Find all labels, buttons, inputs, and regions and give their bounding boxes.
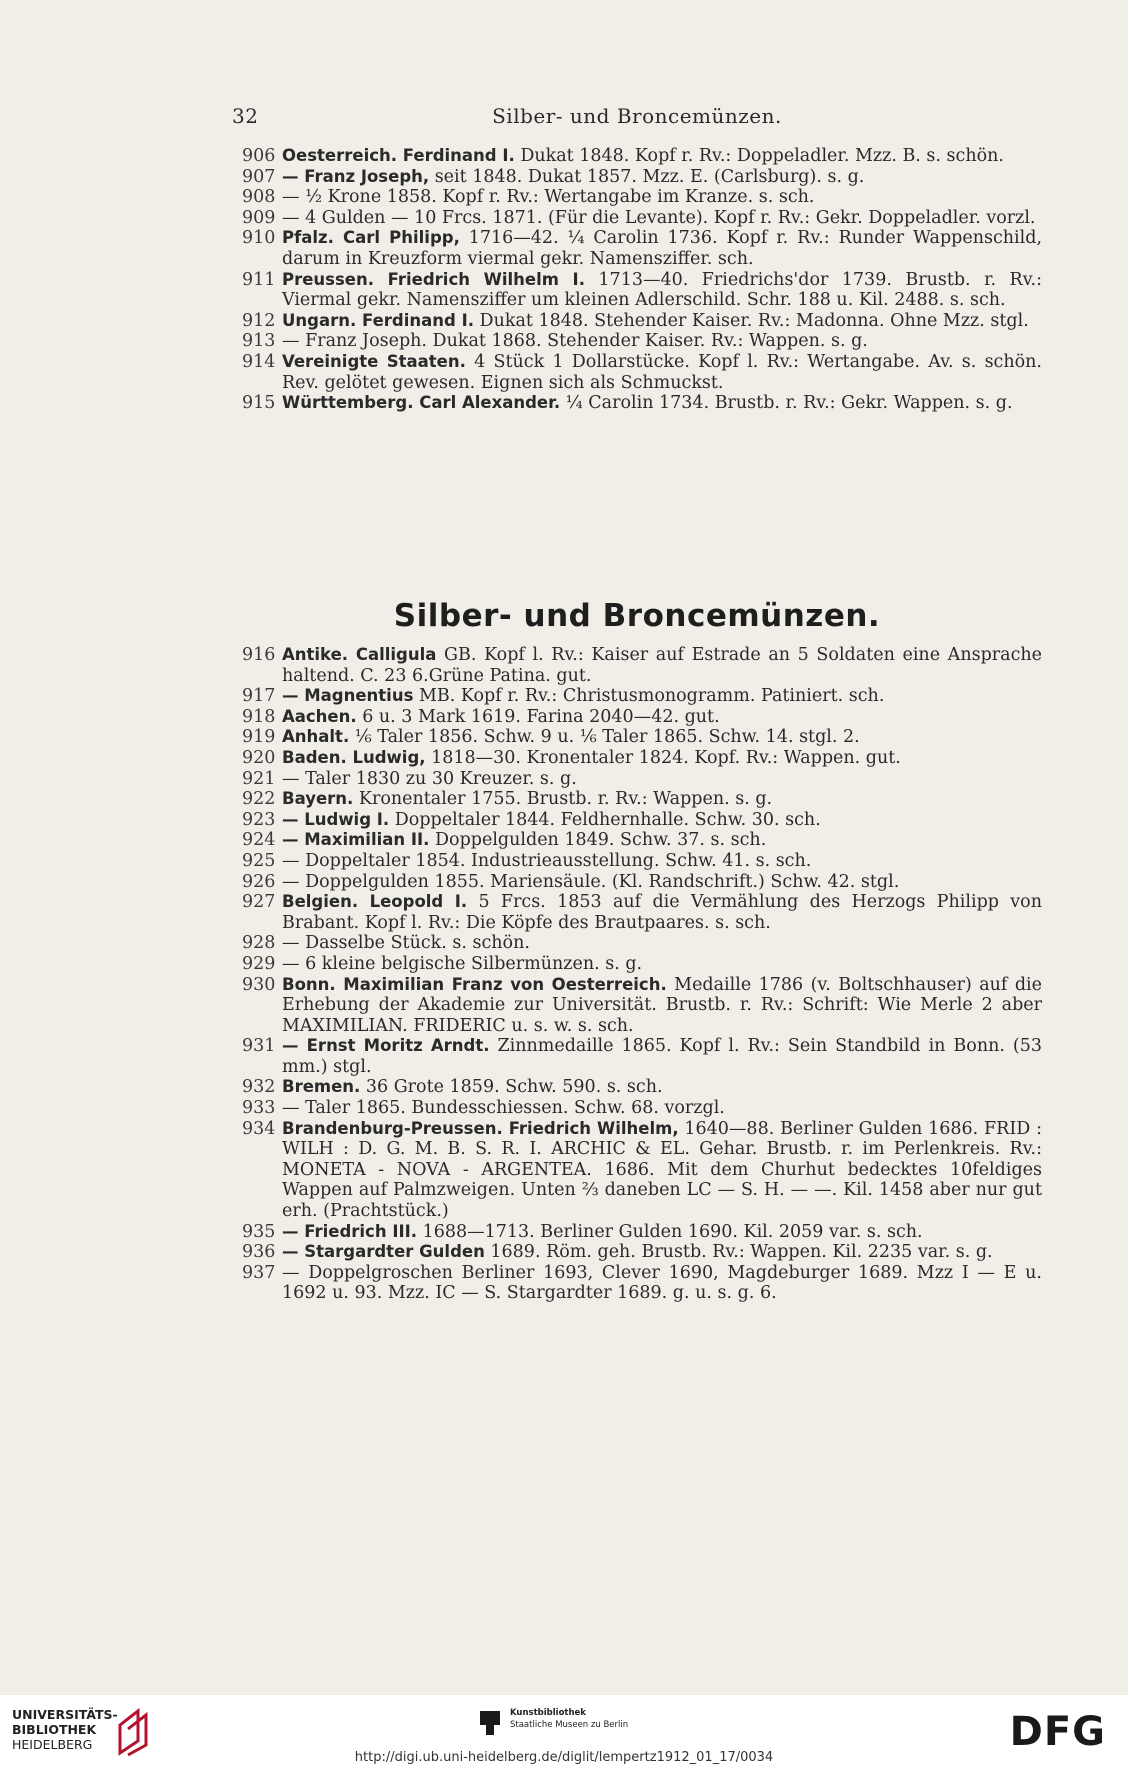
section-heading: Silber- und Broncemünzen.: [393, 598, 881, 634]
entry-number: 932: [242, 1077, 276, 1098]
entry-number: 936: [242, 1242, 276, 1263]
entry-number: 930: [242, 974, 276, 995]
entry-number: 913: [242, 331, 276, 352]
catalog-entry: [242, 707, 1042, 728]
entry-heading: — Friedrich III.: [282, 1221, 418, 1241]
entry-description: — 4 Gulden — 10 Frcs. 1871. (Für die Levante). Kopf r. Rv.: Gekr. Doppeladler. vorzl.: [282, 207, 1036, 228]
entry-heading: Oesterreich. Ferdinand I.: [282, 146, 515, 165]
catalog-entry: [242, 1242, 1042, 1263]
uni-logo-line1: UNIVERSITÄTS-: [12, 1707, 118, 1722]
catalog-entry: [242, 1263, 1042, 1304]
catalog-entry: [242, 393, 1042, 414]
entry-number: 915: [242, 393, 276, 414]
catalog-entry: [242, 1077, 1042, 1098]
entry-description: seit 1848. Dukat 1857. Mzz. E. (Carlsburg). s. g.: [429, 166, 865, 187]
entry-description: Kronentaler 1755. Brustb. r. Rv.: Wappen. s. g.: [353, 789, 773, 810]
entry-heading: Brandenburg-Preussen. Friedrich Wilhelm,: [282, 1118, 679, 1138]
catalog-entry: [242, 208, 1042, 229]
entry-heading: Antike. Calligula: [282, 645, 437, 664]
entry-description: — 6 kleine belgische Silbermünzen. s. g.: [282, 953, 643, 974]
entry-heading: Baden. Ludwig,: [282, 747, 426, 767]
catalog-entry: [242, 748, 1042, 769]
entry-heading: Bremen.: [282, 1077, 361, 1097]
catalog-entry: [242, 228, 1042, 269]
catalog-entry: [242, 1098, 1042, 1119]
entry-number: 920: [242, 747, 276, 768]
entry-heading: — Ernst Moritz Arndt.: [282, 1036, 490, 1056]
entry-number: 916: [242, 645, 276, 665]
entries-gold-coins: [242, 146, 1042, 414]
page-header: [232, 104, 1042, 134]
catalog-entry: [242, 645, 1042, 686]
entry-number: 906: [242, 146, 276, 166]
entry-number: 924: [242, 830, 276, 851]
catalog-entry: [242, 789, 1042, 810]
entry-number: 907: [242, 166, 276, 187]
catalog-entry: [242, 187, 1042, 208]
entry-description: 5 Frcs. 1853 auf die Vermählung des Herzogs Philipp von Brabant. Kopf l. Rv.: Die Köpfe des Brautpaares. s. sch.: [282, 892, 1042, 933]
catalog-entry: [242, 933, 1042, 954]
entry-description: Medaille 1786 (v. Boltschhauser) auf die Erhebung der Akademie zur Universität. Brustb. r. Rv.: Schrift: Wie Merle 2 aber MAXIMILIAN. FRIDERIC u. s. w. s. sch.: [282, 974, 1042, 1036]
entry-number: 914: [242, 351, 276, 372]
entry-number: 909: [242, 207, 276, 228]
entry-heading: Württemberg. Carl Alexander.: [282, 393, 561, 413]
kunstbibliothek-mark-icon: [478, 1709, 502, 1737]
entry-description: — ½ Krone 1858. Kopf r. Rv.: Wertangabe im Kranze. s. sch.: [282, 187, 815, 208]
entry-number: 921: [242, 768, 276, 789]
entry-description: 1716—42. ¼ Carolin 1736. Kopf r. Rv.: Runder Wappenschild, darum in Kreuzform viermal gekr. Namensziffer. sch.: [282, 228, 1043, 269]
catalog-entry: [242, 686, 1042, 707]
entry-heading: Belgien. Leopold I.: [282, 892, 468, 912]
entry-description: — Franz Joseph. Dukat 1868. Stehender Kaiser. Rv.: Wappen. s. g.: [282, 331, 868, 352]
entry-number: 910: [242, 228, 276, 249]
uni-logo-line3: HEIDELBERG: [12, 1737, 93, 1752]
entry-number: 912: [242, 310, 276, 331]
entry-description: ⅙ Taler 1856. Schw. 9 u. ⅙ Taler 1865. Schw. 14. stgl. 2.: [349, 727, 860, 748]
entry-number: 922: [242, 789, 276, 810]
entry-number: 919: [242, 727, 276, 748]
entry-number: 937: [242, 1262, 276, 1283]
entry-description: Dukat 1848. Kopf r. Rv.: Doppeladler. Mzz. B. s. schön.: [514, 146, 1004, 166]
uni-logo-line2: BIBLIOTHEK: [12, 1722, 97, 1737]
entry-number: 908: [242, 187, 276, 208]
entry-number: 923: [242, 809, 276, 830]
dfg-logo[interactable]: DFG: [1009, 1709, 1106, 1755]
entry-description: — Taler 1865. Bundesschiessen. Schw. 68. vorzgl.: [282, 1098, 725, 1119]
entry-description: — Taler 1830 zu 30 Kreuzer. s. g.: [282, 768, 577, 789]
kb-logo-line2: Staatliche Museen zu Berlin: [510, 1720, 629, 1730]
catalog-entry: [242, 851, 1042, 872]
entries-silver-bronze-coins: [242, 645, 1042, 1304]
catalog-entry: [242, 892, 1042, 933]
entry-heading: — Magnentius: [282, 686, 414, 706]
entry-heading: Anhalt.: [282, 727, 350, 747]
entry-heading: — Stargardter Gulden: [282, 1242, 485, 1262]
entry-description: — Dasselbe Stück. s. schön.: [282, 933, 530, 954]
entry-description: 36 Grote 1859. Schw. 590. s. sch.: [360, 1077, 663, 1098]
entry-description: Zinnmedaille 1865. Kopf l. Rv.: Sein Standbild in Bonn. (53 mm.) stgl.: [282, 1036, 1042, 1077]
catalog-entry: [242, 975, 1042, 1037]
viewer-footer: [0, 1695, 1128, 1769]
catalog-entry: [242, 167, 1042, 188]
entry-description: 1713—40. Friedrichs'dor 1739. Brustb. r. Rv.: Viermal gekr. Namensziffer um kleinen Adlerschild. Schr. 188 u. Kil. 2488. s. sch.: [282, 269, 1042, 311]
entry-number: 925: [242, 850, 276, 871]
catalog-entry: [242, 331, 1042, 352]
catalog-entry: [242, 872, 1042, 893]
page-number: 32: [232, 104, 259, 128]
catalog-entry: [242, 311, 1042, 332]
catalog-entry: [242, 1119, 1042, 1222]
entry-description: ¼ Carolin 1734. Brustb. r. Rv.: Gekr. Wappen. s. g.: [560, 393, 1013, 414]
entry-description: 1688—1713. Berliner Gulden 1690. Kil. 2059 var. s. sch.: [417, 1221, 923, 1242]
catalog-entry: [242, 727, 1042, 748]
catalog-entry: [242, 1222, 1042, 1243]
entry-description: 1689. Röm. geh. Brustb. Rv.: Wappen. Kil. 2235 var. s. g.: [484, 1242, 993, 1263]
entry-heading: Bonn. Maximilian Franz von Oesterreich.: [282, 974, 667, 994]
entry-number: 935: [242, 1221, 276, 1242]
entry-heading: — Maximilian II.: [282, 830, 430, 850]
entry-description: 4 Stück 1 Dollarstücke. Kopf l. Rv.: Wertangabe. Av. s. schön. Rev. gelötet gewesen. Eignen sich als Schmuckst.: [282, 351, 1042, 393]
catalog-entry: [242, 352, 1042, 393]
entry-number: 929: [242, 953, 276, 974]
entry-number: 931: [242, 1036, 276, 1057]
entry-heading: Pfalz. Carl Philipp,: [282, 228, 460, 248]
entry-description: Doppelgulden 1849. Schw. 37. s. sch.: [429, 830, 767, 851]
running-title: Silber- und Broncemünzen.: [492, 104, 782, 128]
entry-description: Dukat 1848. Stehender Kaiser. Rv.: Madonna. Ohne Mzz. stgl.: [473, 310, 1029, 331]
source-url-link[interactable]: http://digi.ub.uni-heidelberg.de/diglit/lempertz1912_01_17/0034: [354, 1750, 774, 1765]
entry-number: 918: [242, 706, 276, 727]
catalog-entry: [242, 769, 1042, 790]
kb-logo-line1: Kunstbibliothek: [510, 1708, 586, 1718]
catalog-entry: [242, 830, 1042, 851]
entry-description: 6 u. 3 Mark 1619. Farina 2040—42. gut.: [356, 706, 720, 727]
catalog-entry: [242, 1036, 1042, 1077]
entry-number: 911: [242, 269, 276, 290]
entry-heading: Vereinigte Staaten.: [282, 351, 466, 371]
catalog-entry: [242, 270, 1042, 311]
entry-description: MB. Kopf r. Rv.: Christusmonogramm. Patiniert. sch.: [413, 686, 885, 707]
entry-number: 928: [242, 933, 276, 954]
entry-heading: Aachen.: [282, 706, 357, 726]
entry-number: 917: [242, 686, 276, 707]
entry-description: 1818—30. Kronentaler 1824. Kopf. Rv.: Wappen. gut.: [425, 747, 901, 768]
entry-description: — Doppelgroschen Berliner 1693, Clever 1690, Magdeburger 1689. Mzz I — E u. 1692 u. 93. Mzz. IC — S. Stargardter 1689. g. u. s. g. 6.: [282, 1262, 1042, 1304]
entry-heading: Preussen. Friedrich Wilhelm I.: [282, 269, 585, 289]
entry-description: Doppeltaler 1844. Feldhernhalle. Schw. 30. sch.: [389, 809, 821, 830]
entry-heading: — Franz Joseph,: [282, 166, 430, 186]
entry-description: 1640—88. Berliner Gulden 1686. FRID : WILH : D. G. M. B. S. R. I. ARCHIC & EL. Gehar. Brustb. r. im Perlenkreis. Rv.: MONETA - NOVA - ARGENTEA. 1686. Mit dem Churhut bedecktes 10feldiges Wappen auf Palmzweigen. Unten ⅔ daneben LC — S. H. — —. Kil. 1458 aber nur gut erh. (Prachtstück.): [282, 1118, 1042, 1222]
entry-heading: Bayern.: [282, 789, 354, 809]
entry-number: 933: [242, 1098, 276, 1119]
entry-number: 926: [242, 871, 276, 892]
entry-description: GB. Kopf l. Rv.: Kaiser auf Estrade an 5 Soldaten eine Ansprache haltend. C. 23 6.Grüne Patina. gut.: [282, 645, 1042, 686]
catalog-entry: [242, 146, 1042, 167]
catalog-entry: [242, 954, 1042, 975]
kunstbibliothek-logo[interactable]: [478, 1705, 668, 1745]
entry-description: — Doppelgulden 1855. Mariensäule. (Kl. Randschrift.) Schw. 42. stgl.: [282, 871, 900, 892]
entry-number: 934: [242, 1118, 276, 1139]
entry-description: — Doppeltaler 1854. Industrieausstellung. Schw. 41. s. sch.: [282, 850, 812, 871]
entry-heading: Ungarn. Ferdinand I.: [282, 310, 474, 330]
entry-number: 927: [242, 892, 276, 913]
entry-heading: — Ludwig I.: [282, 809, 390, 829]
catalog-entry: [242, 810, 1042, 831]
